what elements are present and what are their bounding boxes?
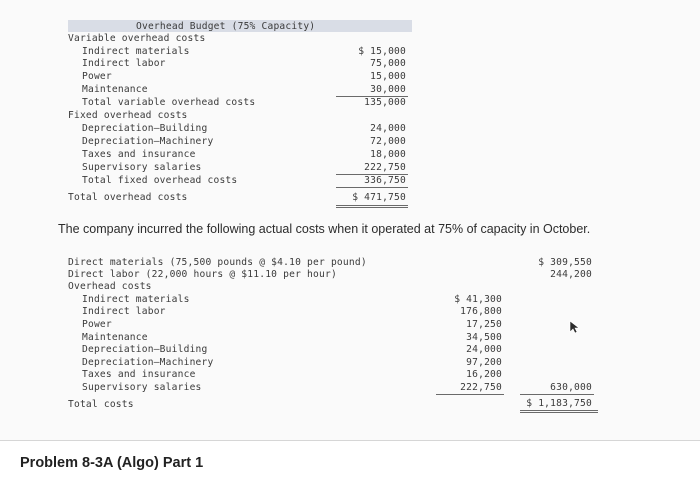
total-costs-amount: $ 1,183,750 (526, 398, 592, 409)
fixed-total-amount: 336,750 (364, 175, 406, 186)
actual-label-depreciation-building: Depreciation—Building (82, 344, 208, 355)
actual-amount-indirect-materials: $ 41,300 (454, 294, 502, 305)
actual-label-depreciation-machinery: Depreciation—Machinery (82, 357, 214, 368)
budget-amount-indirect-labor: 75,000 (370, 58, 406, 69)
direct-materials-amount: $ 309,550 (538, 257, 592, 268)
actual-amount-taxes-insurance: 16,200 (466, 369, 502, 380)
problem-heading: Problem 8-3A (Algo) Part 1 (20, 455, 204, 471)
overhead-total-amount: 630,000 (550, 382, 592, 393)
mouse-cursor-icon (569, 320, 581, 334)
budget-label-indirect-materials: Indirect materials (82, 46, 190, 57)
overhead-header: Overhead costs (68, 281, 152, 292)
budget-label-taxes-insurance: Taxes and insurance (82, 149, 196, 160)
budget-label-indirect-labor: Indirect labor (82, 58, 166, 69)
actual-amount-power: 17,250 (466, 319, 502, 330)
total-costs-double-rule (520, 410, 598, 413)
budget-amount-power: 15,000 (370, 71, 406, 82)
actual-label-indirect-labor: Indirect labor (82, 306, 166, 317)
budget-label-depreciation-machinery: Depreciation—Machinery (82, 136, 214, 147)
variable-total-amount: 135,000 (364, 97, 406, 108)
budget-amount-depreciation-building: 24,000 (370, 123, 406, 134)
grand-total-amount: $ 471,750 (352, 192, 406, 203)
actual-amount-depreciation-machinery: 97,200 (466, 357, 502, 368)
budget-label-depreciation-building: Depreciation—Building (82, 123, 208, 134)
actual-amount-depreciation-building: 24,000 (466, 344, 502, 355)
budget-amount-maintenance: 30,000 (370, 84, 406, 95)
grand-total-label: Total overhead costs (68, 192, 188, 203)
budget-amount-depreciation-machinery: 72,000 (370, 136, 406, 147)
actual-amount-indirect-labor: 176,800 (460, 306, 502, 317)
budget-title: Overhead Budget (75% Capacity) (136, 21, 316, 32)
narrative-text: The company incurred the following actual costs when it operated at 75% of capacity in October. (58, 222, 591, 236)
direct-materials-label: Direct materials (75,500 pounds @ $4.10 per pound) (68, 257, 367, 268)
budget-label-power: Power (82, 71, 112, 82)
actual-amount-supervisory-salaries: 222,750 (460, 382, 502, 393)
grand-total-double-rule (336, 205, 408, 208)
direct-labor-amount: 244,200 (550, 269, 592, 280)
overhead-items-rule (436, 394, 504, 395)
fixed-total-rule (336, 187, 408, 188)
overhead-total-rule (520, 394, 594, 395)
fixed-total-label: Total fixed overhead costs (82, 175, 238, 186)
direct-labor-label: Direct labor (22,000 hours @ $11.10 per hour) (68, 269, 337, 280)
budget-label-maintenance: Maintenance (82, 84, 148, 95)
actual-label-power: Power (82, 319, 112, 330)
budget-amount-supervisory-salaries: 222,750 (364, 162, 406, 173)
budget-amount-indirect-materials: $ 15,000 (358, 46, 406, 57)
actual-label-indirect-materials: Indirect materials (82, 294, 190, 305)
actual-amount-maintenance: 34,500 (466, 332, 502, 343)
variable-total-label: Total variable overhead costs (82, 97, 256, 108)
fixed-header: Fixed overhead costs (68, 110, 188, 121)
budget-amount-taxes-insurance: 18,000 (370, 149, 406, 160)
budget-label-supervisory-salaries: Supervisory salaries (82, 162, 202, 173)
variable-header: Variable overhead costs (68, 33, 206, 44)
total-costs-label: Total costs (68, 399, 134, 410)
actual-label-taxes-insurance: Taxes and insurance (82, 369, 196, 380)
actual-label-maintenance: Maintenance (82, 332, 148, 343)
actual-label-supervisory-salaries: Supervisory salaries (82, 382, 202, 393)
